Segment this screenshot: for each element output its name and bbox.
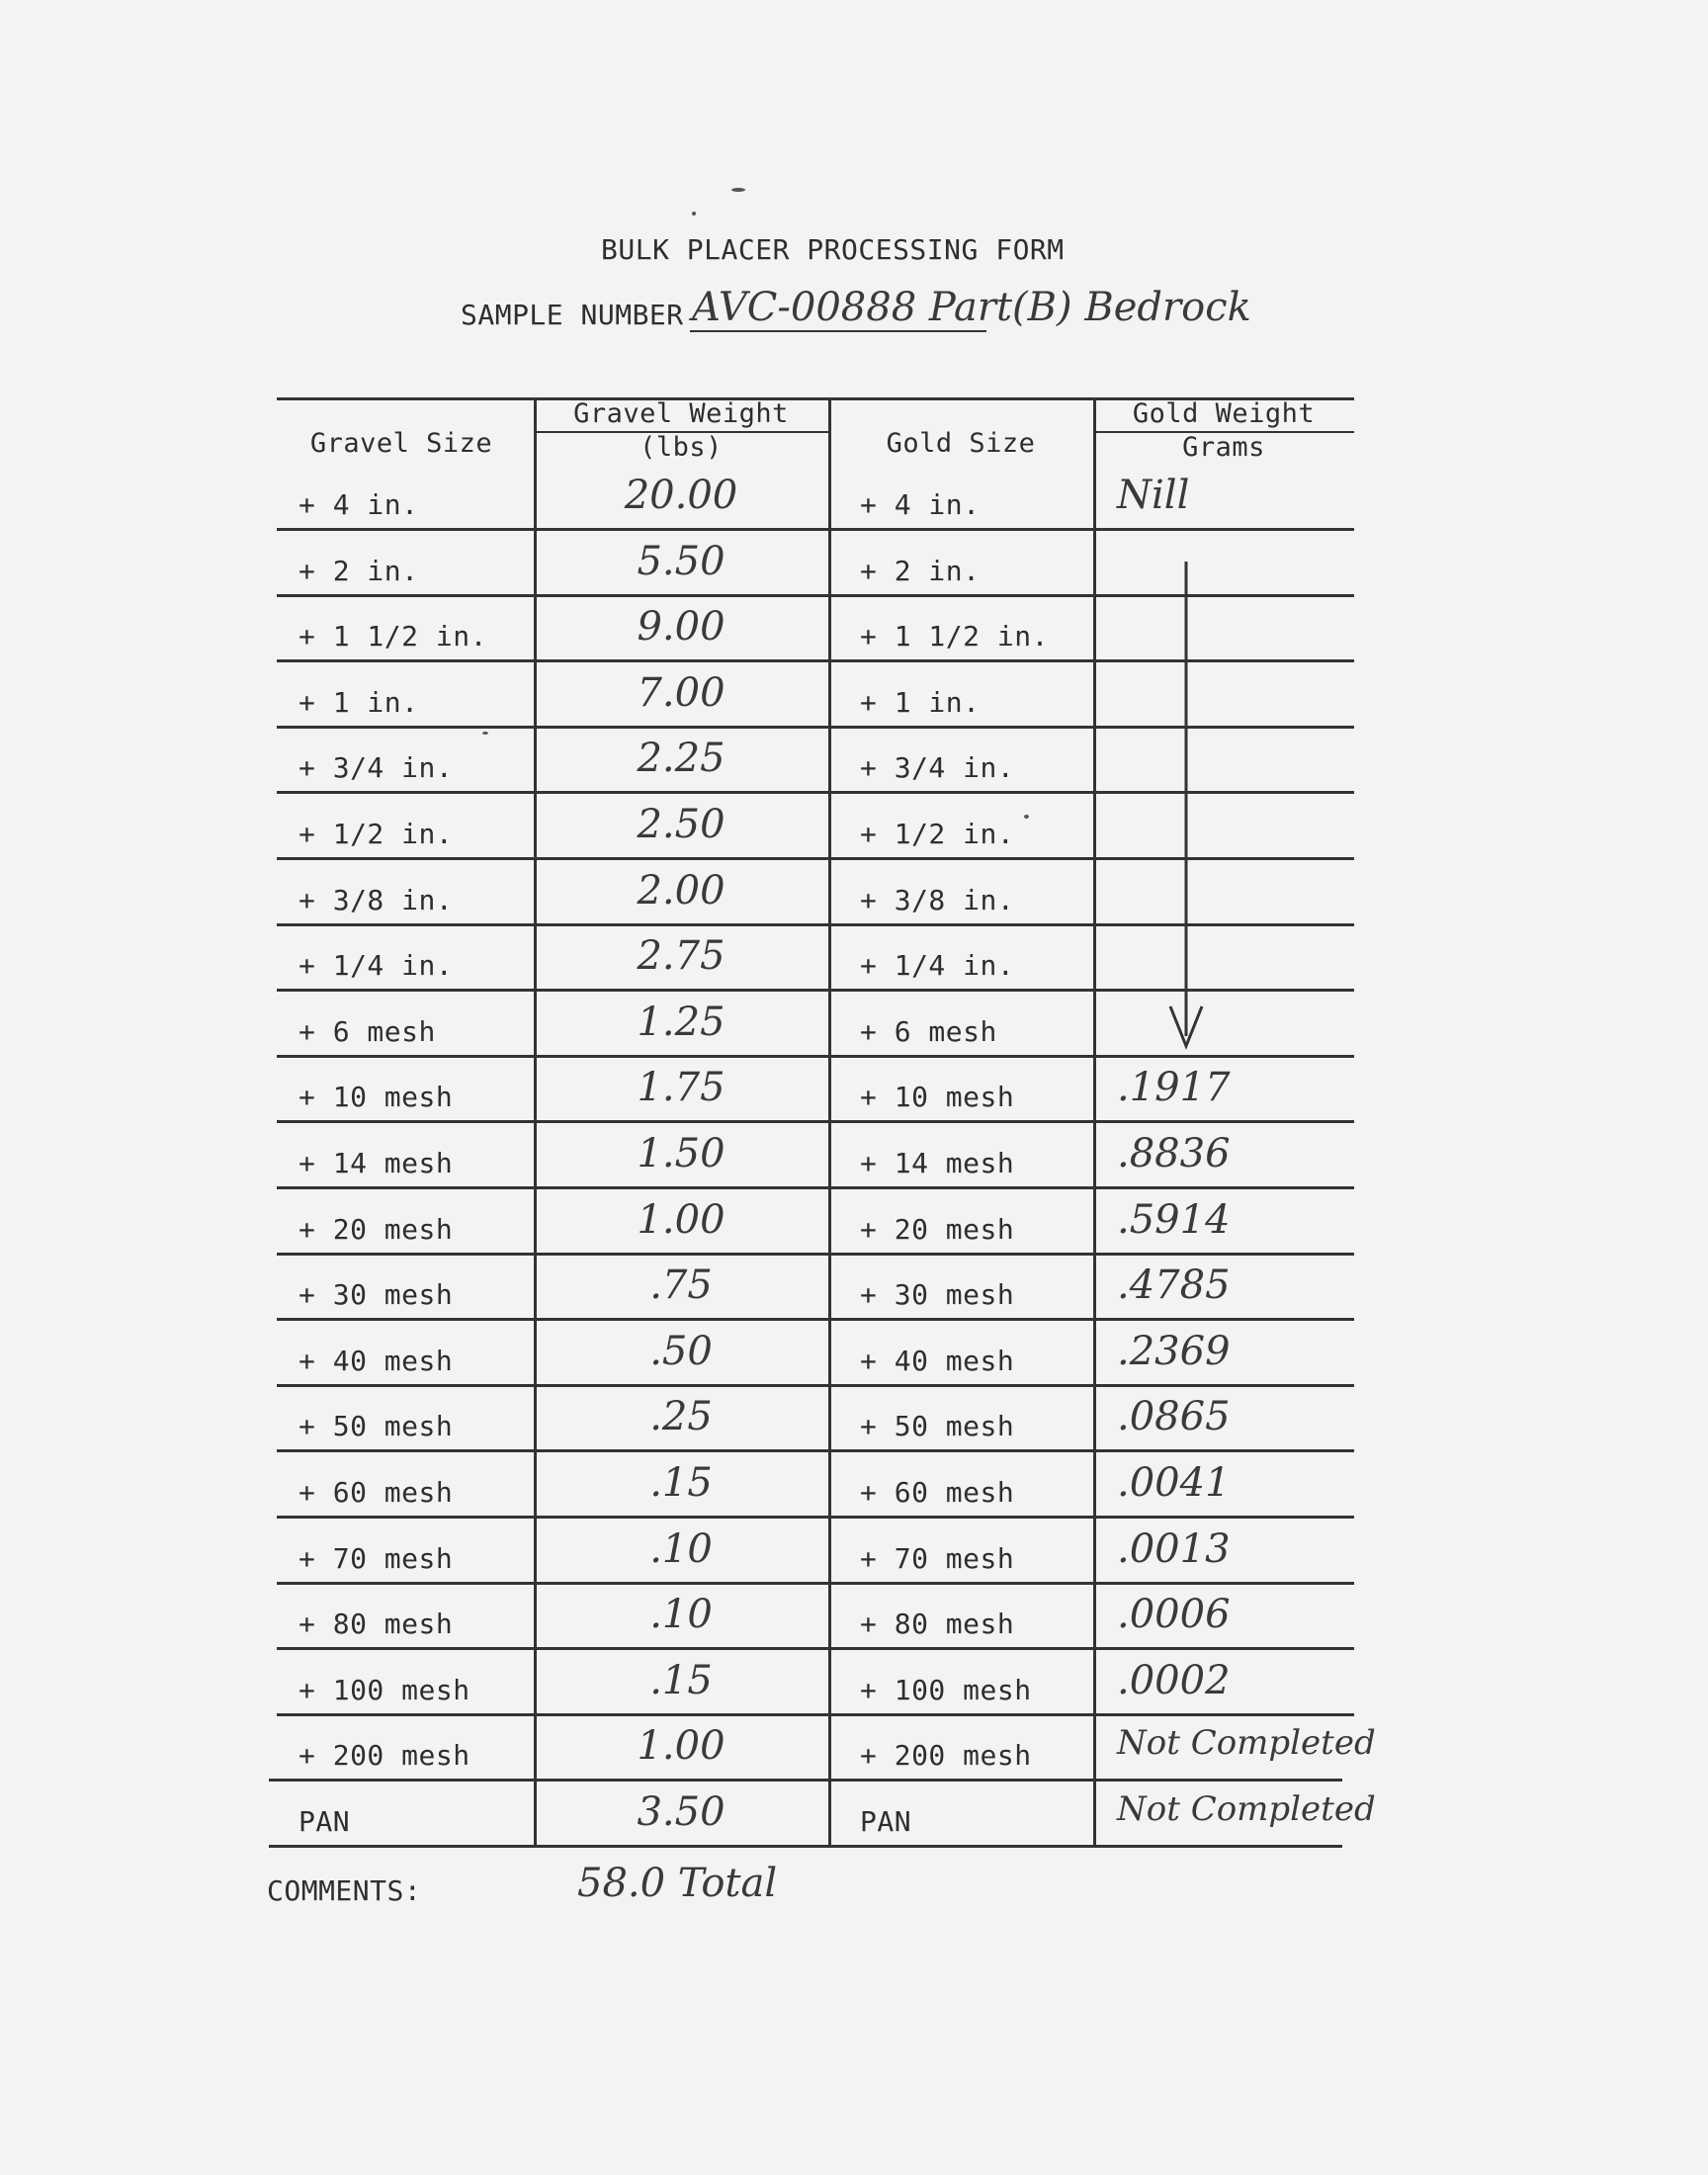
gold-size-cell: + 3/4 in. <box>860 751 1015 784</box>
gravel-weight-cell: 3.50 <box>637 1789 726 1835</box>
gold-weight-cell: .1917 <box>1117 1065 1231 1110</box>
continuation-arrow-icon <box>1156 562 1216 1056</box>
gold-size-cell: PAN <box>860 1805 912 1838</box>
gold-weight-cell: .4785 <box>1117 1262 1231 1308</box>
gravel-weight-cell: .15 <box>649 1460 713 1506</box>
gravel-size-cell: + 40 mesh <box>299 1345 454 1377</box>
gold-size-cell: + 80 mesh <box>860 1608 1015 1640</box>
gold-size-cell: + 4 in. <box>860 488 981 521</box>
gravel-weight-cell: 9.00 <box>637 604 726 650</box>
gravel-weight-cell: .25 <box>649 1394 713 1439</box>
gravel-weight-cell: 1.00 <box>637 1197 726 1243</box>
row-rule <box>277 1253 1354 1256</box>
row-rule <box>277 528 1354 531</box>
gold-size-cell: + 60 mesh <box>860 1476 1015 1509</box>
gravel-size-cell: + 50 mesh <box>299 1410 454 1442</box>
gold-size-cell: + 1/4 in. <box>860 949 1015 982</box>
gold-weight-cell: .0865 <box>1117 1394 1231 1439</box>
header-gold-weight-line1: Gold Weight <box>1132 398 1316 429</box>
row-rule <box>277 1186 1354 1189</box>
comments-label: COMMENTS: <box>267 1874 422 1907</box>
gravel-size-cell: + 14 mesh <box>299 1147 454 1179</box>
row-rule <box>277 1449 1354 1452</box>
gravel-weight-cell: 1.75 <box>637 1065 726 1110</box>
gold-size-cell: + 70 mesh <box>860 1542 1015 1575</box>
row-rule <box>277 1516 1354 1519</box>
gravel-weight-cell: .15 <box>649 1658 713 1703</box>
gold-size-cell: + 50 mesh <box>860 1410 1015 1442</box>
row-rule <box>277 1318 1354 1321</box>
gravel-size-cell: + 20 mesh <box>299 1213 454 1246</box>
gravel-weight-cell: 2.25 <box>637 736 726 781</box>
gold-weight-cell: .5914 <box>1117 1197 1231 1243</box>
gravel-size-cell: + 1 1/2 in. <box>299 620 487 652</box>
gravel-size-cell: + 1/2 in. <box>299 818 454 850</box>
gold-weight-cell: Not Completed <box>1117 1789 1376 1829</box>
gravel-size-cell: + 200 mesh <box>299 1739 470 1772</box>
gravel-weight-cell: 2.50 <box>637 802 726 847</box>
gravel-weight-cell: .50 <box>649 1329 713 1374</box>
gold-size-cell: + 6 mesh <box>860 1015 997 1048</box>
sample-number-value: AVC-00888 Part(B) Bedrock <box>692 285 1251 330</box>
gold-weight-cell: .0041 <box>1117 1460 1231 1506</box>
gravel-weight-cell: 2.00 <box>637 868 726 914</box>
gold-weight-cell: Not Completed <box>1117 1723 1376 1763</box>
gravel-size-cell: + 70 mesh <box>299 1542 454 1575</box>
gold-weight-cell: .2369 <box>1117 1329 1231 1374</box>
gravel-weight-cell: 5.50 <box>637 539 726 584</box>
gravel-size-cell: + 6 mesh <box>299 1015 436 1048</box>
header-gold-size: Gold Size <box>886 428 1036 459</box>
gravel-weight-cell: 20.00 <box>624 473 738 518</box>
gravel-size-cell: + 3/4 in. <box>299 751 454 784</box>
gravel-size-cell: + 60 mesh <box>299 1476 454 1509</box>
row-rule <box>277 1582 1354 1585</box>
row-rule <box>277 1120 1354 1123</box>
form-title: BULK PLACER PROCESSING FORM <box>601 233 1065 266</box>
header-gold-weight-line2: Grams <box>1182 432 1265 463</box>
row-rule <box>277 1384 1354 1387</box>
gold-weight-cell: .0002 <box>1117 1658 1231 1703</box>
gravel-size-cell: + 80 mesh <box>299 1608 454 1640</box>
gravel-weight-cell: .10 <box>649 1526 713 1572</box>
comments-value: 58.0 Total <box>577 1861 778 1906</box>
gravel-size-cell: + 3/8 in. <box>299 884 454 916</box>
gold-size-cell: + 1 1/2 in. <box>860 620 1049 652</box>
gravel-size-cell: + 4 in. <box>299 488 419 521</box>
row-rule <box>269 1845 1342 1848</box>
gold-size-cell: + 3/8 in. <box>860 884 1015 916</box>
row-rule <box>269 1779 1342 1782</box>
gravel-weight-cell: 7.00 <box>637 670 726 716</box>
gravel-size-cell: + 10 mesh <box>299 1081 454 1113</box>
gravel-size-cell: + 100 mesh <box>299 1674 470 1706</box>
row-rule <box>277 1713 1354 1716</box>
header-gravel-weight-line1: Gravel Weight <box>573 398 789 429</box>
gold-weight-cell: Nill <box>1117 473 1190 518</box>
gold-size-cell: + 100 mesh <box>860 1674 1032 1706</box>
sample-number-underline <box>690 330 986 332</box>
gold-size-cell: + 1/2 in. <box>860 818 1015 850</box>
gravel-size-cell: + 2 in. <box>299 555 419 587</box>
scan-speck <box>1024 815 1029 819</box>
scan-speck <box>692 212 696 216</box>
gravel-weight-cell: 1.25 <box>637 1000 726 1045</box>
gold-size-cell: + 200 mesh <box>860 1739 1032 1772</box>
gravel-weight-cell: 1.50 <box>637 1131 726 1176</box>
header-gravel-weight-line2: (lbs) <box>640 432 723 463</box>
gravel-weight-cell: 1.00 <box>637 1723 726 1769</box>
header-gravel-size: Gravel Size <box>309 428 493 459</box>
gold-size-cell: + 30 mesh <box>860 1278 1015 1311</box>
gold-size-cell: + 2 in. <box>860 555 981 587</box>
gold-size-cell: + 1 in. <box>860 686 981 719</box>
gravel-size-cell: + 30 mesh <box>299 1278 454 1311</box>
sample-number-label: SAMPLE NUMBER <box>461 299 684 331</box>
gold-size-cell: + 40 mesh <box>860 1345 1015 1377</box>
gold-size-cell: + 20 mesh <box>860 1213 1015 1246</box>
scan-speck <box>482 732 488 735</box>
gold-weight-cell: .0006 <box>1117 1592 1231 1637</box>
scan-speck <box>731 188 745 192</box>
gold-weight-cell: .0013 <box>1117 1526 1231 1572</box>
gravel-weight-cell: .10 <box>649 1592 713 1637</box>
gravel-size-cell: + 1 in. <box>299 686 419 719</box>
gold-size-cell: + 10 mesh <box>860 1081 1015 1113</box>
gravel-weight-cell: 2.75 <box>637 933 726 979</box>
row-rule <box>277 1647 1354 1650</box>
gold-weight-cell: .8836 <box>1117 1131 1231 1176</box>
gravel-weight-cell: .75 <box>649 1262 713 1308</box>
gravel-size-cell: + 1/4 in. <box>299 949 454 982</box>
gravel-size-cell: PAN <box>299 1805 351 1838</box>
gold-size-cell: + 14 mesh <box>860 1147 1015 1179</box>
